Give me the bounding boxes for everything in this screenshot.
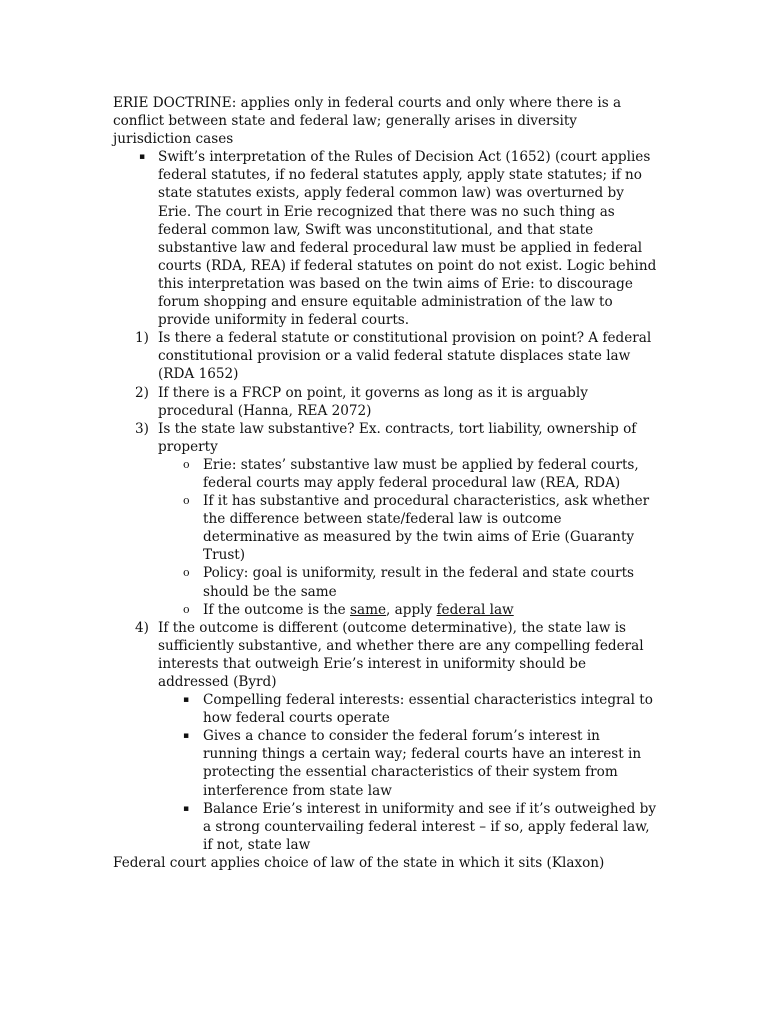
step-text: If there is a FRCP on point, it governs as long as it is arguably procedural (Hanna, REA 2072)	[158, 384, 588, 419]
doctrine-heading-text: ERIE DOCTRINE: applies only in federal courts and only where there is a conflict between state and federal law; generally arises in diversity jurisdiction cases	[113, 95, 622, 148]
subitem-text: If it has substantive and procedural characteristics, ask whether the difference between state/federal law is outcome determinative as measured by the twin aims of Erie (Guaranty Trust)	[203, 493, 650, 564]
step-text: Is the state law substantive? Ex. contracts, tort liability, ownership of property	[158, 420, 637, 455]
step-number: 2)	[135, 384, 149, 401]
subitem-text: Gives a chance to consider the federal forum’s interest in running things a certain way; federal courts have an interest in protecting the essential characteristics of their system from interference from state law	[203, 728, 642, 799]
step3-subitem-4	[113, 601, 658, 619]
footer-text: Federal court applies choice of law of the state in which it sits (Klaxon)	[113, 854, 605, 871]
step4-subitem-1	[113, 691, 658, 727]
doctrine-heading	[113, 94, 658, 148]
square-bullet-icon: ▪	[183, 731, 190, 742]
circle-bullet-icon: o	[183, 457, 190, 471]
circle-bullet-icon: o	[183, 602, 190, 616]
underlined-federal-law: federal law	[436, 601, 514, 618]
step3-subitem-2	[113, 492, 658, 564]
swift-text: Swift’s interpretation of the Rules of Decision Act (1652) (court applies federal statutes, if no federal statutes apply, apply state statutes; if no state statutes exists, apply federal common law) was overturned by Erie. The court in Erie recognized that there was no such thing as federal common law, Swift was unconstitutional, and that state substantive law and federal procedural law must be applied in federal courts (RDA, REA) if federal statutes on point do not exist. Logic behind this interpretation was based on the twin aims of Erie: to discourage forum shopping and ensure equitable administration of the law to provide uniformity in federal courts.	[158, 149, 657, 329]
step-number: 3)	[135, 420, 149, 437]
square-bullet-icon: ▪	[183, 695, 190, 706]
circle-bullet-icon: o	[183, 566, 190, 580]
subitem-text: Policy: goal is uniformity, result in the federal and state courts should be the same	[203, 565, 635, 600]
step-text: If the outcome is different (outcome determinative), the state law is sufficiently substantive, and whether there are any compelling federal interests that outweigh Erie’s interest in uniformity should be addressed (Byrd)	[158, 619, 644, 690]
step3-subitem-3	[113, 564, 658, 600]
subitem-text-before: If the outcome is the	[203, 601, 350, 618]
circle-bullet-icon: o	[183, 494, 190, 508]
step-item-2	[113, 384, 658, 420]
square-bullet-icon: ▪	[139, 152, 146, 163]
step-text: Is there a federal statute or constitutional provision on point? A federal constitutional provision or a valid federal statute displaces state law (RDA 1652)	[158, 330, 652, 383]
step-number: 1)	[135, 330, 149, 347]
subitem-text: Erie: states’ substantive law must be applied by federal courts, federal courts may apply federal procedural law (REA, RDA)	[203, 456, 639, 491]
swift-bullet-item	[113, 148, 658, 329]
footer-line	[113, 854, 658, 872]
step4-subitem-3	[113, 800, 658, 854]
step4-subitem-2	[113, 727, 658, 799]
underlined-same: same	[350, 601, 387, 618]
step-item-4	[113, 619, 658, 691]
step3-subitem-1	[113, 456, 658, 492]
subitem-text: Balance Erie’s interest in uniformity and see if it’s outweighed by a strong countervailing federal interest – if so, apply federal law, if not, state law	[203, 800, 657, 853]
step-number: 4)	[135, 619, 149, 636]
step-item-1	[113, 329, 658, 383]
square-bullet-icon: ▪	[183, 803, 190, 814]
subitem-text: Compelling federal interests: essential characteristics integral to how federal courts operate	[203, 692, 653, 727]
subitem-text-middle: , apply	[386, 601, 437, 618]
document-page	[113, 94, 658, 872]
step-item-3	[113, 420, 658, 456]
